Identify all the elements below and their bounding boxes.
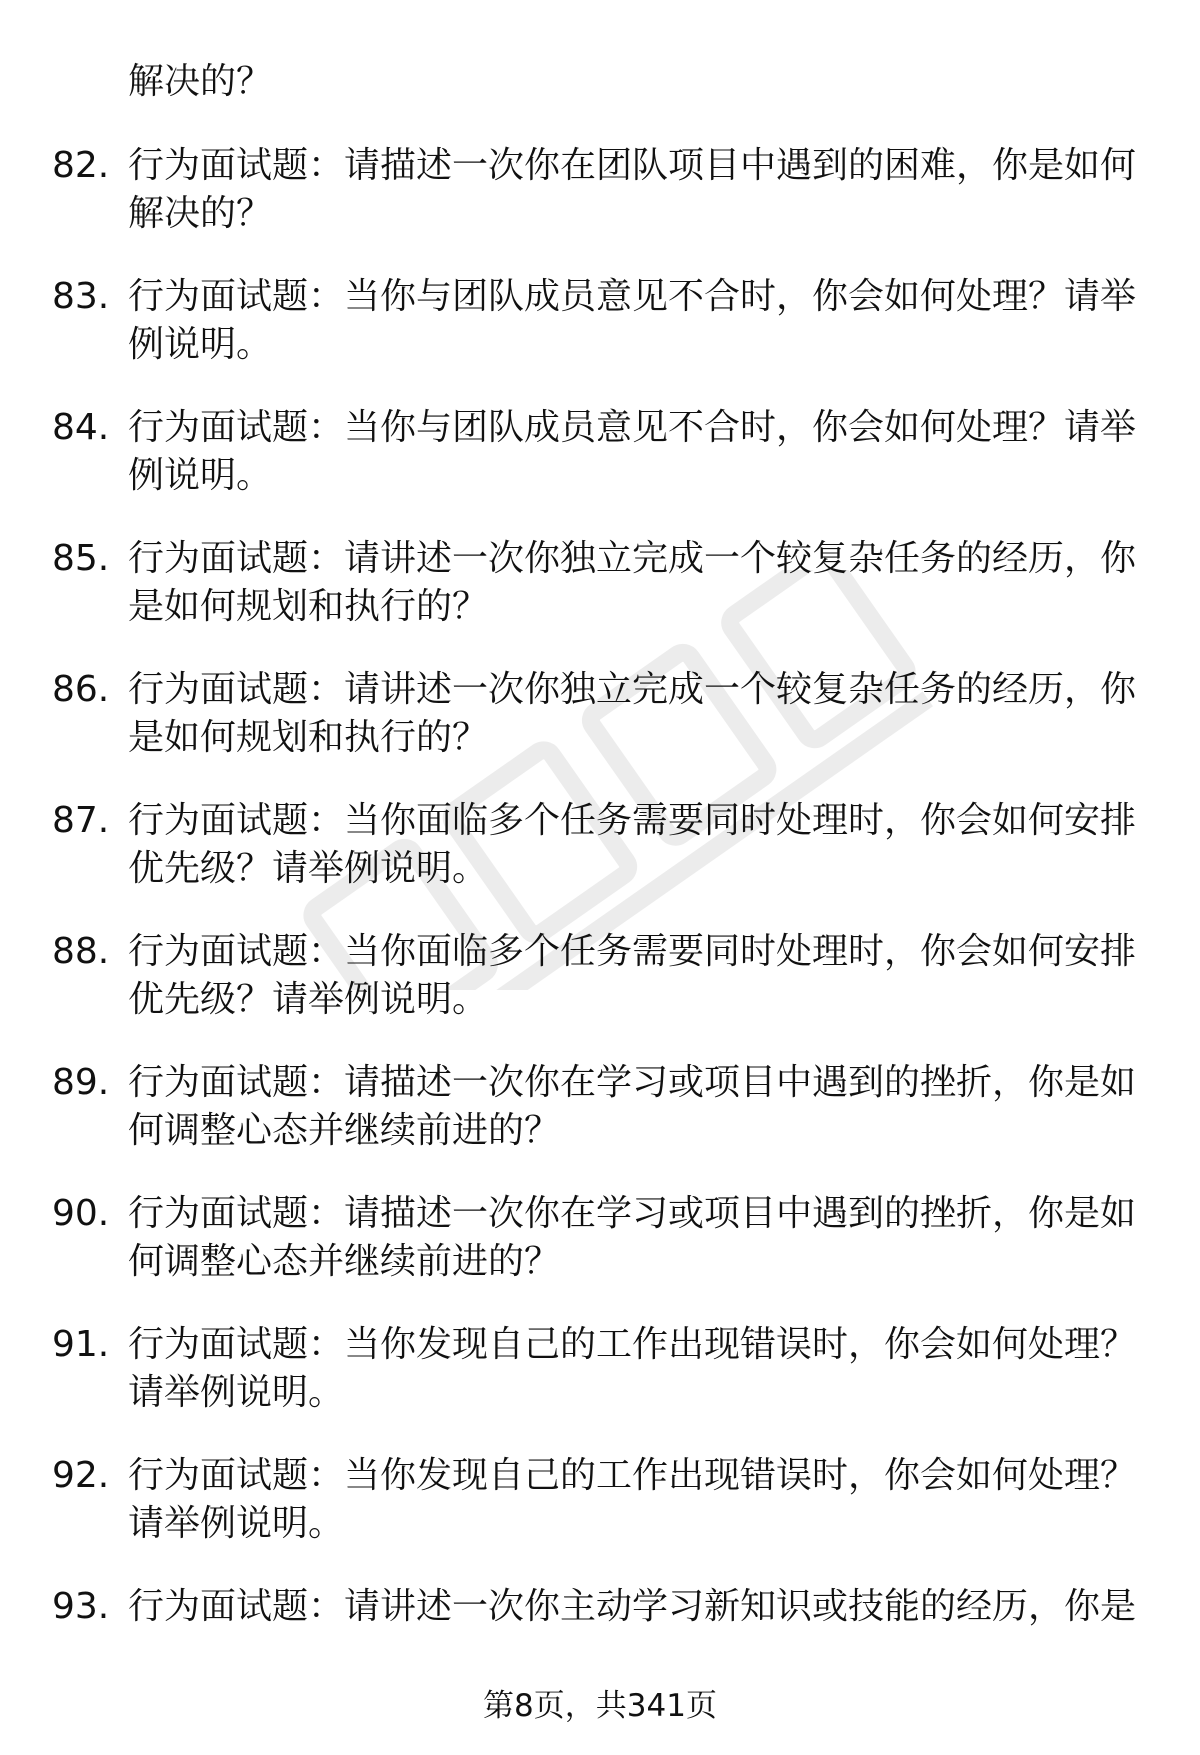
question-text (128, 404, 1148, 500)
question-line: 解决的？ (128, 193, 273, 234)
question-item (52, 1059, 1162, 1156)
question-line: 行为面试题：请讲述一次你独立完成一个较复杂任务的经历，你 (128, 669, 1137, 710)
question-number: 92. (52, 1455, 110, 1496)
continuation-text: 解决的？ (128, 61, 273, 102)
question-line: 优先级？请举例说明。 (128, 848, 489, 889)
question-text (128, 273, 1148, 369)
question-number: 86. (52, 669, 110, 710)
question-number: 91. (52, 1324, 110, 1365)
question-text (128, 535, 1148, 631)
question-item (52, 1321, 1162, 1418)
question-line: 请举例说明。 (128, 1372, 345, 1413)
page-footer: 第8页，共341页 (483, 1688, 717, 1724)
question-number: 90. (52, 1193, 110, 1234)
question-item (52, 1452, 1162, 1549)
question-item (52, 273, 1162, 370)
question-line: 行为面试题：当你发现自己的工作出现错误时，你会如何处理？ (128, 1324, 1137, 1365)
question-line: 是如何规划和执行的？ (128, 586, 489, 627)
question-line: 行为面试题：当你面临多个任务需要同时处理时，你会如何安排 (128, 931, 1137, 972)
question-number: 88. (52, 931, 110, 972)
question-line: 是如何规划和执行的？ (128, 717, 489, 758)
question-item (52, 1583, 1162, 1680)
question-item (52, 1190, 1162, 1287)
question-number: 84. (52, 407, 110, 448)
question-number: 82. (52, 145, 110, 186)
question-line: 行为面试题：请描述一次你在学习或项目中遇到的挫折，你是如 (128, 1062, 1137, 1103)
question-item (52, 404, 1162, 501)
question-line: 行为面试题：请描述一次你在团队项目中遇到的困难，你是如何 (128, 145, 1137, 186)
question-line: 何调整心态并继续前进的？ (128, 1110, 561, 1151)
question-text (128, 1059, 1148, 1155)
question-line: 行为面试题：请描述一次你在学习或项目中遇到的挫折，你是如 (128, 1193, 1137, 1234)
question-item (52, 535, 1162, 632)
question-text (128, 1190, 1148, 1286)
question-item (52, 797, 1162, 894)
question-text (128, 1321, 1148, 1417)
question-line: 请举例说明。 (128, 1503, 345, 1544)
question-number: 87. (52, 800, 110, 841)
question-text (128, 1452, 1148, 1548)
question-line: 行为面试题：当你与团队成员意见不合时，你会如何处理？请举 (128, 407, 1137, 448)
question-number: 85. (52, 538, 110, 579)
question-text (128, 1583, 1148, 1631)
question-text (128, 666, 1148, 762)
question-line: 行为面试题：请讲述一次你主动学习新知识或技能的经历，你是 (128, 1586, 1137, 1627)
question-text (128, 928, 1148, 1024)
question-line: 行为面试题：当你发现自己的工作出现错误时，你会如何处理？ (128, 1455, 1137, 1496)
question-item (52, 928, 1162, 1025)
question-item (52, 142, 1162, 239)
question-line: 何调整心态并继续前进的？ (128, 1241, 561, 1282)
question-line: 例说明。 (128, 455, 273, 496)
question-line: 行为面试题：当你面临多个任务需要同时处理时，你会如何安排 (128, 800, 1137, 841)
question-line: 例说明。 (128, 324, 273, 365)
question-number: 83. (52, 276, 110, 317)
question-item (52, 666, 1162, 763)
question-line: 行为面试题：当你与团队成员意见不合时，你会如何处理？请举 (128, 276, 1137, 317)
question-text (128, 797, 1148, 893)
question-line: 行为面试题：请讲述一次你独立完成一个较复杂任务的经历，你 (128, 538, 1137, 579)
question-number: 93. (52, 1586, 110, 1627)
question-list (52, 142, 1162, 1714)
question-number: 89. (52, 1062, 110, 1103)
question-text (128, 142, 1148, 238)
question-line: 优先级？请举例说明。 (128, 979, 489, 1020)
